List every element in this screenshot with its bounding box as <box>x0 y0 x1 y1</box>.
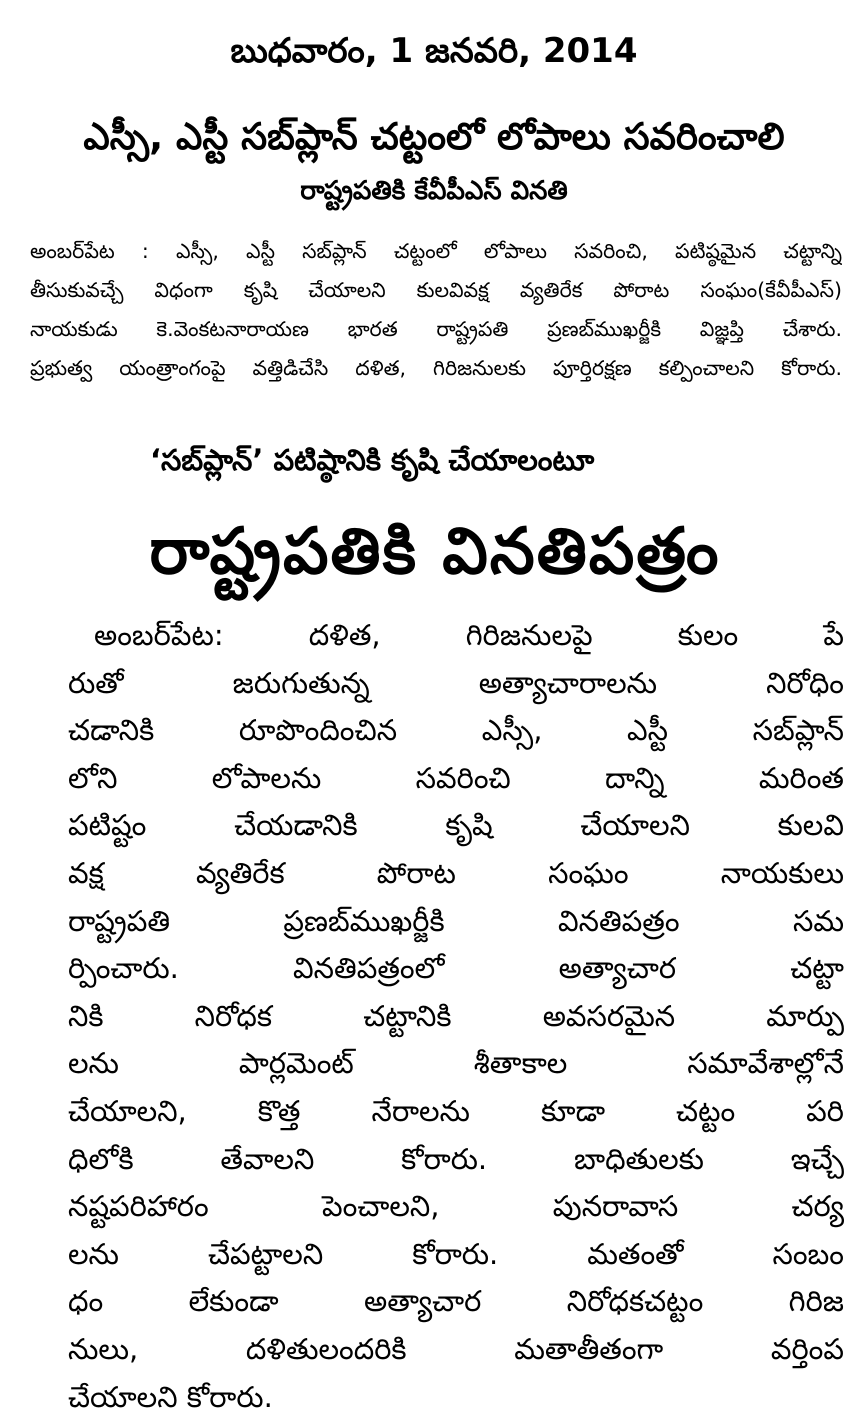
article-2-line: నికి నిరోధక చట్టానికి అవసరమైన మార్పు <box>68 998 844 1033</box>
article-2-line: రుతో జరుగుతున్న అత్యాచారాలను నిరోధిం <box>68 665 844 700</box>
article-1-headline: ఎస్సీ, ఎస్టీ సబ్‌ప్లాన్ చట్టంలో లోపాలు సవరించాలి <box>83 115 785 158</box>
article-2-line: చేయాలని కోరారు. <box>68 1379 273 1414</box>
article-2-line: ధిలోకి తేవాలని కోరారు. బాధితులకు ఇచ్చే <box>68 1141 844 1176</box>
article-2-line: అంబర్‌పేట: దళిత, గిరిజనులపై కులం పే <box>94 618 844 652</box>
article-2-line: చడానికి రూపొందించిన ఎస్సీ, ఎస్టీ సబ్‌ప్లాన్ <box>68 713 844 748</box>
article-2-line: చేయాలని, కొత్త నేరాలను కూడా చట్టం పరి <box>68 1093 844 1128</box>
article-2-line: పటిష్టం చేయడానికి కృషి చేయాలని కులవి <box>68 808 844 843</box>
article-2-line: వక్ష వ్యతిరేక పోరాట సంఘం నాయకులు <box>68 855 844 890</box>
article-1-line: అంబర్‌పేట : ఎస్సీ, ఎస్టీ సబ్‌ప్లాన్ చట్టంలో లోపాలు సవరించి, పటిష్ఠమైన చట్టాన్ని <box>30 239 842 263</box>
article-2-line: ధం లేకుండా అత్యాచార నిరోధకచట్టం గిరిజ <box>68 1284 844 1319</box>
article-2-headline: రాష్ట్రపతికి వినతిపత్రం <box>149 515 721 589</box>
article-2-line: రాష్ట్రపతి ప్రణబ్‌ముఖర్జీకి వినతిపత్రం సమ <box>68 903 844 938</box>
article-2-line: లను పార్లమెంట్ శీతాకాల సమావేశాల్లోనే <box>68 1046 844 1081</box>
article-2-line: లను చేపట్టాలని కోరారు. మతంతో సంబం <box>68 1236 844 1271</box>
article-2-line: ర్పించారు. వినతిపత్రంలో అత్యాచార చట్టా <box>68 951 844 986</box>
publication-date: బుధవారం, 1 జనవరి, 2014 <box>230 31 638 71</box>
article-1-line: నాయకుడు కె.వెంకటనారాయణ భారత రాష్ట్రపతి ప్రణబ్‌ముఖర్జీకి విజ్ఞప్తి చేశారు. <box>30 317 842 341</box>
article-2-line: నులు, దళితులందరికి మతాతీతంగా వర్తింప <box>68 1331 844 1366</box>
article-2-kicker: ‘సబ్‌ప్లాన్’ పటిష్ఠానికి కృషి చేయాలంటూ <box>150 443 595 477</box>
article-2-line: నష్టపరిహారం పెంచాలని, పునరావాస చర్య <box>68 1189 844 1224</box>
article-1-subheadline: రాష్ట్రపతికి కేవీపీఎస్ వినతి <box>300 176 568 206</box>
article-1-line: ప్రభుత్వ యంత్రాంగంపై వత్తిడిచేసి దళిత, గిరిజనులకు పూర్తిరక్షణ కల్పించాలని కోరారు. <box>30 356 842 380</box>
article-2-body <box>68 612 844 1421</box>
article-1-line: తీసుకువచ్చే విధంగా కృషి చేయాలని కులవివక్ష వ్యతిరేక పోరాట సంఘం(కేవీపీఎస్) <box>30 278 842 302</box>
article-2-line: లోని లోపాలను సవరించి దాన్ని మరింత <box>68 760 844 795</box>
article-1-body <box>30 232 842 388</box>
